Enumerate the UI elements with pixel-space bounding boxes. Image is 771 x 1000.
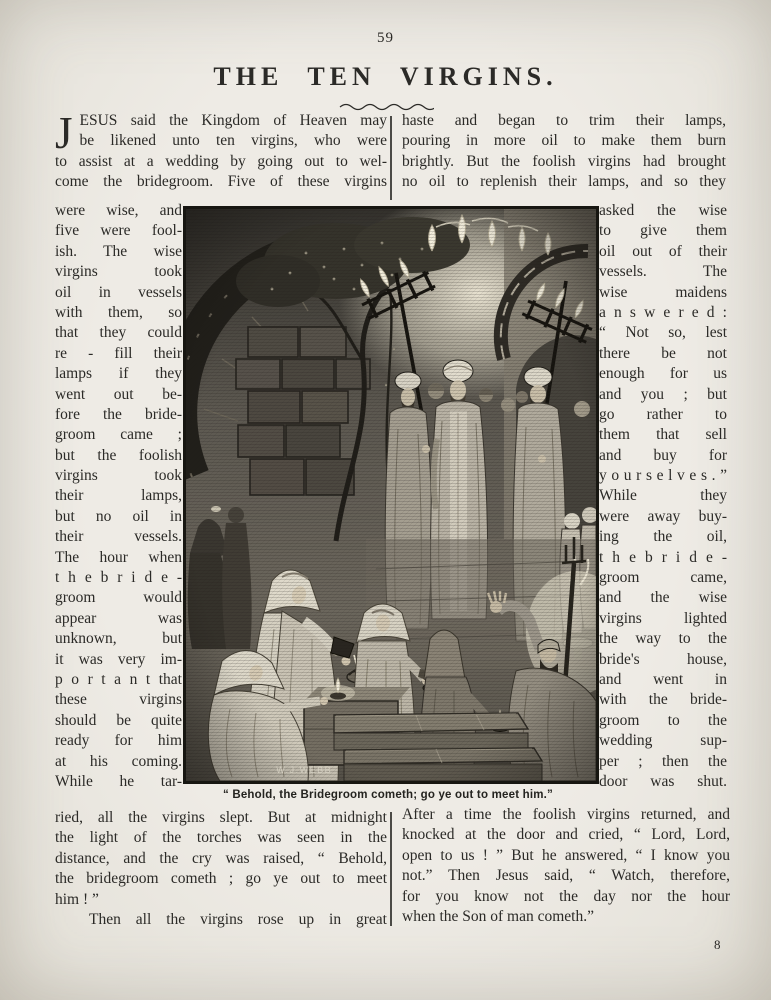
story-illustration [183, 206, 599, 784]
column-right-narrow: asked the wise to give them oil out of their vessels. The wise maidens a n s w e r e d : “ Not so, lest there be not enough for us and you ; but go rather to them that sell and buy for y o u r s e l v e s . ” While they were away buy- ing the oil, t h e b r i d e - groom came, and the wise virgins lighted the way to the bride's house, and went in with the bride- groom to the wedding sup- per ; then the door was shut. [599, 202, 727, 790]
paragraph-top-right: haste and began to trim their lamps, pouring in more oil to make them burn brightly. But the foolish virgins had brought no oil to replenish their lamps, and so they [402, 112, 726, 191]
page-number-top: 59 [377, 30, 394, 46]
engraver-signature: W.J.WEBB [276, 765, 333, 775]
paragraph-bottom-left-2: Then all the virgins rose up in great [89, 911, 387, 928]
illustration-caption: “ Behold, the Bridegroom cometh; go ye out to meet him.” [222, 789, 554, 801]
paragraph-bottom-right: After a time the foolish virgins returned, and knocked at the door and cried, “ Lord, Lord, open to us ! ” But he answered, “ I know you not.” Then Jesus said, “ Watch, therefore, for you know not the day nor the hour when the Son of man cometh.” [402, 806, 730, 925]
engraving-ten-virgins [186, 209, 596, 781]
signature-mark: 8 [714, 937, 721, 952]
paragraph-top-left [55, 108, 387, 193]
paragraph-top-left-lines: ESUS said the Kingdom of Heaven may be likened unto ten virgins, who were to assist at a wedding by going out to wel- come the bridegroom. Five of these virgins [55, 112, 387, 191]
column-left-narrow: were wise, and five were fool- ish. The wise virgins took oil in vessels with them, so that they could re - fill their lamps if they went out be- fore the bride- groom came ; but the foolish virgins took their lamps, but no oil in their vessels. The hour when t h e b r i d e - groom would appear was unknown, but it was very im- p o r t a n t that these virgins should be quite ready for him at his coming. While he tar- [55, 202, 182, 790]
drop-cap: J [55, 108, 73, 158]
column-rule-bottom [390, 812, 392, 926]
column-rule-top [390, 116, 392, 200]
paragraph-bottom-left: ried, all the virgins slept. But at midnight the light of the torches was seen in the distance, and the cry was raised, “ Behold, the bridegroom cometh ; go ye out to meet him ! ” [55, 809, 387, 908]
page-title: THE TEN VIRGINS. [213, 62, 558, 91]
